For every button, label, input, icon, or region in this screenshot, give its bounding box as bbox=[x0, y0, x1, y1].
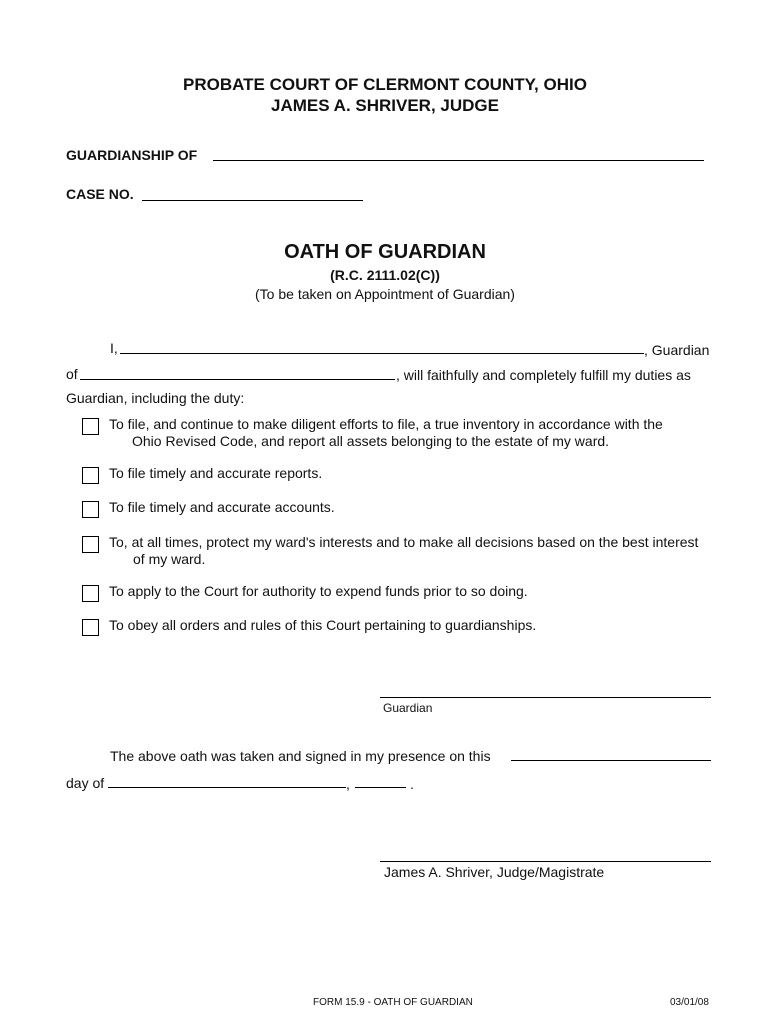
duty-checkbox-inventory[interactable] bbox=[82, 418, 99, 435]
statute-reference: (R.C. 2111.02(C)) bbox=[330, 267, 440, 283]
case-no-field[interactable] bbox=[142, 200, 363, 201]
court-name: PROBATE COURT OF CLERMONT COUNTY, OHIO bbox=[183, 75, 587, 94]
duty-item-obey-orders: To obey all orders and rules of this Court pertaining to guardianships. bbox=[109, 617, 537, 633]
guardian-name-field[interactable] bbox=[120, 353, 644, 354]
guardianship-field[interactable] bbox=[213, 160, 704, 161]
attestation-text: The above oath was taken and signed in my presence on this bbox=[110, 748, 491, 764]
attestation-month-field[interactable] bbox=[108, 787, 346, 788]
duty-item-reports: To file timely and accurate reports. bbox=[109, 465, 323, 481]
duty-inventory-line1: To file, and continue to make diligent efforts to file, a true inventory in accordance with the bbox=[109, 416, 663, 432]
duty-checkbox-accounts[interactable] bbox=[82, 501, 99, 518]
oath-i-label: I, bbox=[110, 340, 118, 356]
form-date: 03/01/08 bbox=[670, 997, 709, 1008]
duty-item-inventory bbox=[109, 416, 729, 450]
duty-checkbox-obey-orders[interactable] bbox=[82, 619, 99, 636]
attestation-comma: , bbox=[346, 776, 350, 792]
attestation-day-of: day of bbox=[66, 775, 105, 791]
judge-signature-label: James A. Shriver, Judge/Magistrate bbox=[384, 864, 605, 880]
guardian-signature-label: Guardian bbox=[383, 701, 433, 715]
ward-name-field[interactable] bbox=[80, 379, 395, 380]
judge-signature-line[interactable] bbox=[380, 861, 711, 862]
guardian-suffix: , Guardian bbox=[644, 342, 710, 358]
guardianship-label: GUARDIANSHIP OF bbox=[66, 147, 198, 163]
duty-item-protect bbox=[109, 534, 749, 568]
oath-of-label: of bbox=[66, 366, 78, 382]
form-number: FORM 15.9 - OATH OF GUARDIAN bbox=[313, 997, 473, 1008]
title-note: (To be taken on Appointment of Guardian) bbox=[255, 286, 515, 302]
duty-protect-line2: of my ward. bbox=[133, 551, 206, 567]
duty-protect-line1: To, at all times, protect my ward's interests and to make all decisions based on the best interest bbox=[109, 534, 699, 550]
attestation-day-field[interactable] bbox=[511, 760, 711, 761]
form-title: OATH OF GUARDIAN bbox=[284, 241, 486, 263]
duty-item-accounts: To file timely and accurate accounts. bbox=[109, 499, 335, 515]
duty-checkbox-protect[interactable] bbox=[82, 536, 99, 553]
duty-checkbox-reports[interactable] bbox=[82, 467, 99, 484]
judge-name: JAMES A. SHRIVER, JUDGE bbox=[271, 96, 499, 115]
duty-checkbox-expend-funds[interactable] bbox=[82, 585, 99, 602]
oath-duty-text: Guardian, including the duty: bbox=[66, 390, 245, 406]
duty-item-expend-funds: To apply to the Court for authority to expend funds prior to so doing. bbox=[109, 583, 528, 599]
duty-inventory-line2: Ohio Revised Code, and report all assets belonging to the estate of my ward. bbox=[132, 433, 610, 449]
guardian-signature-line[interactable] bbox=[380, 697, 711, 698]
attestation-year-field[interactable] bbox=[355, 787, 406, 788]
attestation-period: . bbox=[410, 776, 414, 792]
case-no-label: CASE NO. bbox=[66, 186, 134, 202]
oath-will-text: , will faithfully and completely fulfill my duties as bbox=[396, 367, 691, 383]
